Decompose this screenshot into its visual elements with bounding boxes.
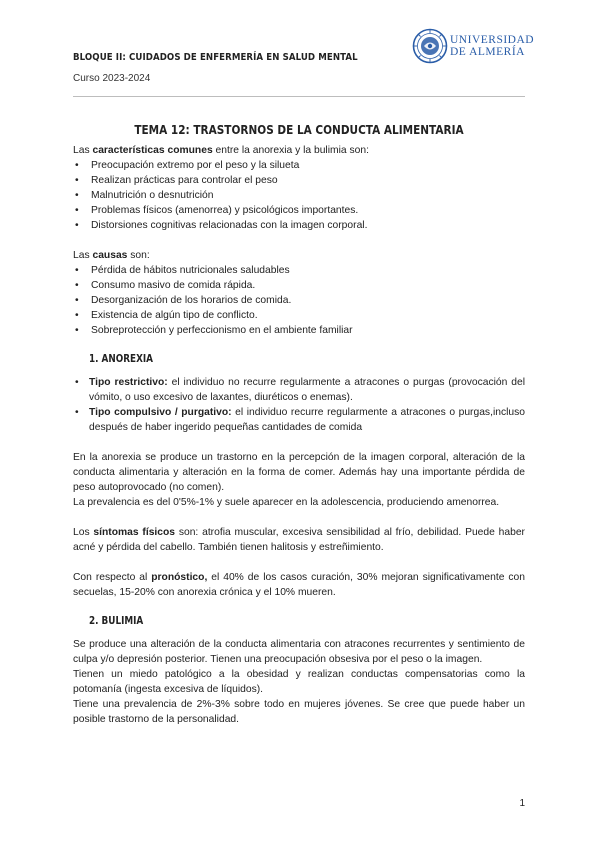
list-item — [73, 375, 525, 405]
bulimia-paragraph: Tienen un miedo patológico a la obesidad y realizan conductas compensatorias como la potomanía (ingesta excesiva de líquidos). — [73, 669, 525, 695]
anorexia-types-list — [73, 375, 525, 435]
list-item: • Realizan prácticas para controlar el peso — [73, 173, 525, 188]
list-item: • Pérdida de hábitos nutricionales saludables — [73, 263, 525, 278]
common-features-intro — [73, 143, 525, 158]
intro-text: Las — [73, 250, 93, 261]
symptoms-text: Los — [73, 527, 94, 538]
intro-bold: características comunes — [92, 145, 213, 156]
anorexia-symptoms — [73, 525, 525, 555]
topic-title: TEMA 12: TRASTORNOS DE LA CONDUCTA ALIMENTARIA — [134, 122, 464, 137]
list-item: • Distorsiones cognitivas relacionadas con la imagen corporal. — [73, 218, 525, 233]
anorexia-prognosis — [73, 570, 525, 600]
page-number: 1 — [519, 798, 525, 809]
bulimia-heading: 2. BULIMIA — [89, 615, 144, 627]
list-item: • Desorganización de los horarios de comida. — [73, 293, 525, 308]
list-item: • Consumo masivo de comida rápida. — [73, 278, 525, 293]
type-label: Tipo restrictivo: — [89, 377, 168, 388]
logo-line-2: DE ALMERÍA — [450, 46, 525, 58]
symptoms-bold: síntomas físicos — [93, 527, 176, 538]
prognosis-text: el 40% de los casos curación, 30% mejoran significativamente con secuelas, 15-20% con anorexia crónica y el 10% mueren. — [73, 572, 525, 598]
bulimia-paragraph: Se produce una alteración de la conducta alimentaria con atracones recurrentes y sentimiento de culpa y/o depresión posterior. Tienen una preocupación obsesiva por el peso o la imagen. — [73, 639, 525, 665]
prognosis-bold: pronóstico, — [151, 572, 208, 583]
type-text: el individuo no recurre regularmente a atracones o purgas (provocación del vómito, o uso excesivo de laxantes, diuréticos o enemas). — [89, 377, 526, 403]
causes-intro — [73, 248, 525, 263]
document-body — [73, 118, 525, 727]
list-item: • Malnutrición o desnutrición — [73, 188, 525, 203]
course-year: Curso 2023-2024 — [73, 73, 151, 84]
intro-text: son: — [127, 250, 150, 261]
intro-bold: causas — [92, 250, 128, 261]
symptoms-text: son: atrofia muscular, excesiva sensibilidad al frío, debilidad. Puede haber acné y pérdida del cabello. También tienen halitosis y estreñimiento. — [73, 527, 525, 553]
causes-list — [73, 263, 525, 338]
common-features-list — [73, 158, 525, 233]
type-label: Tipo compulsivo / purgativo: — [89, 407, 232, 418]
anorexia-prevalence: La prevalencia es del 0'5%-1% y suele aparecer en la adolescencia, produciendo amenorrea. — [73, 497, 500, 508]
university-seal-icon — [412, 28, 448, 64]
course-title: BLOQUE II: CUIDADOS DE ENFERMERÍA EN SALUD MENTAL — [73, 52, 358, 63]
header-divider — [73, 96, 525, 97]
bulimia-paragraph: Tiene una prevalencia de 2%-3% sobre todo en mujeres jóvenes. Se cree que puede haber un posible trastorno de la personalidad. — [73, 699, 525, 725]
list-item: • Preocupación extremo por el peso y la silueta — [73, 158, 525, 173]
prognosis-text: Con respecto al — [73, 572, 152, 583]
list-item: • Sobreprotección y perfeccionismo en el ambiente familiar — [73, 323, 525, 338]
type-text: el individuo recurre regularmente a atracones o purgas,incluso después de haber ingerido pequeñas cantidades de comida — [89, 407, 525, 433]
anorexia-paragraph: En la anorexia se produce un trastorno en la percepción de la imagen corporal, alteración de la conducta alimentaria y alteración en la forma de comer. Además hay una importante pérdida de peso autoprovocado (no comen). — [73, 452, 525, 493]
list-item — [73, 405, 525, 435]
intro-text: entre la anorexia y la bulimia son: — [212, 145, 369, 156]
list-item: • Problemas físicos (amenorrea) y psicológicos importantes. — [73, 203, 525, 218]
list-item: • Existencia de algún tipo de conflicto. — [73, 308, 525, 323]
logo-wordmark — [450, 34, 534, 58]
logo-line-1: UNIVERSIDAD — [450, 34, 535, 46]
intro-text: Las — [73, 145, 93, 156]
anorexia-heading: 1. ANOREXIA — [89, 353, 153, 365]
university-logo — [412, 27, 535, 65]
